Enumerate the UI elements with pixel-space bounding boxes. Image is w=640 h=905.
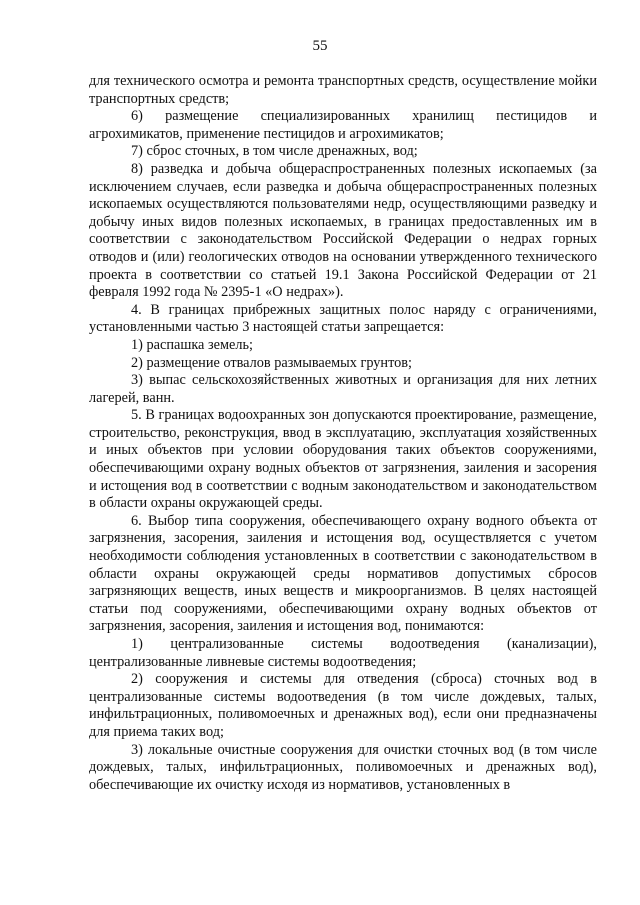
paragraph: 4. В границах прибрежных защитных полос наряду с ограничениями, установленными частью 3 настоящей статьи запрещается: (89, 301, 597, 336)
paragraph: 8) разведка и добыча общераспространенных полезных ископаемых (за исключением случаев, если разведка и добыча общераспространенных полезных ископаемых осуществляются пользователями недр, осуществляющими разведку и добычу иных видов полезных ископаемых, в границах предоставленных им в соответствии с законодательством Российской Федерации о недрах горных отводов и (или) геологических отводов на основании утвержденного технического проекта в соответствии со статьей 19.1 Закона Российской Федерации от 21 февраля 1992 года № 2395-1 «О недрах»). (89, 160, 597, 301)
paragraph: 7) сброс сточных, в том числе дренажных, вод; (131, 143, 418, 160)
paragraph: для технического осмотра и ремонта транспортных средств, осуществление мойки транспортных средств; (89, 73, 597, 107)
paragraph: 5. В границах водоохранных зон допускаются проектирование, размещение, строительство, реконструкция, ввод в эксплуатацию, эксплуатация хозяйственных и иных объектов при условии оборудования таких объектов сооружениями, обеспечивающими охрану водных объектов от загрязнения, заиления и засорения и истощения вод в соответствии с водным законодательством и законодательством в области охраны окружающей среды. (89, 407, 597, 512)
paragraph: 2) сооружения и системы для отведения (сброса) сточных вод в централизованные системы водоотведения (в том числе дождевых, талых, инфильтрационных, поливомоечных и дренажных вод), если они предназначены для приема таких вод; (89, 671, 597, 740)
paragraph: 3) выпас сельскохозяйственных животных и организация для них летних лагерей, ванн. (89, 372, 597, 406)
paragraph: 1) распашка земель; (131, 336, 253, 353)
paragraph: 6. Выбор типа сооружения, обеспечивающего охрану водного объекта от загрязнения, засорения, заиления и истощения вод, осуществляется с учетом необходимости соблюдения установленных в соответствии с законодательством в области охраны окружающей среды нормативов допустимых сбросов загрязняющих веществ, иных веществ и микроорганизмов. В целях настоящей статьи под сооружениями, обеспечивающими охрану водных объектов от загрязнения, засорения, заиления и истощения вод, понимаются: (89, 512, 597, 635)
paragraph: 6) размещение специализированных хранилищ пестицидов и агрохимикатов, применение пестицидов и агрохимикатов; (89, 108, 597, 142)
paragraph: 1) централизованные системы водоотведения (канализации), централизованные ливневые системы водоотведения; (89, 636, 597, 670)
page-number: 55 (312, 38, 328, 54)
document-body (89, 73, 597, 794)
paragraph: 3) локальные очистные сооружения для очистки сточных вод (в том числе дождевых, талых, инфильтрационных, поливомоечных и дренажных вод), обеспечивающие их очистку исходя из нормативов, установленных в (89, 741, 597, 793)
paragraph: 2) размещение отвалов размываемых грунтов; (131, 354, 413, 371)
